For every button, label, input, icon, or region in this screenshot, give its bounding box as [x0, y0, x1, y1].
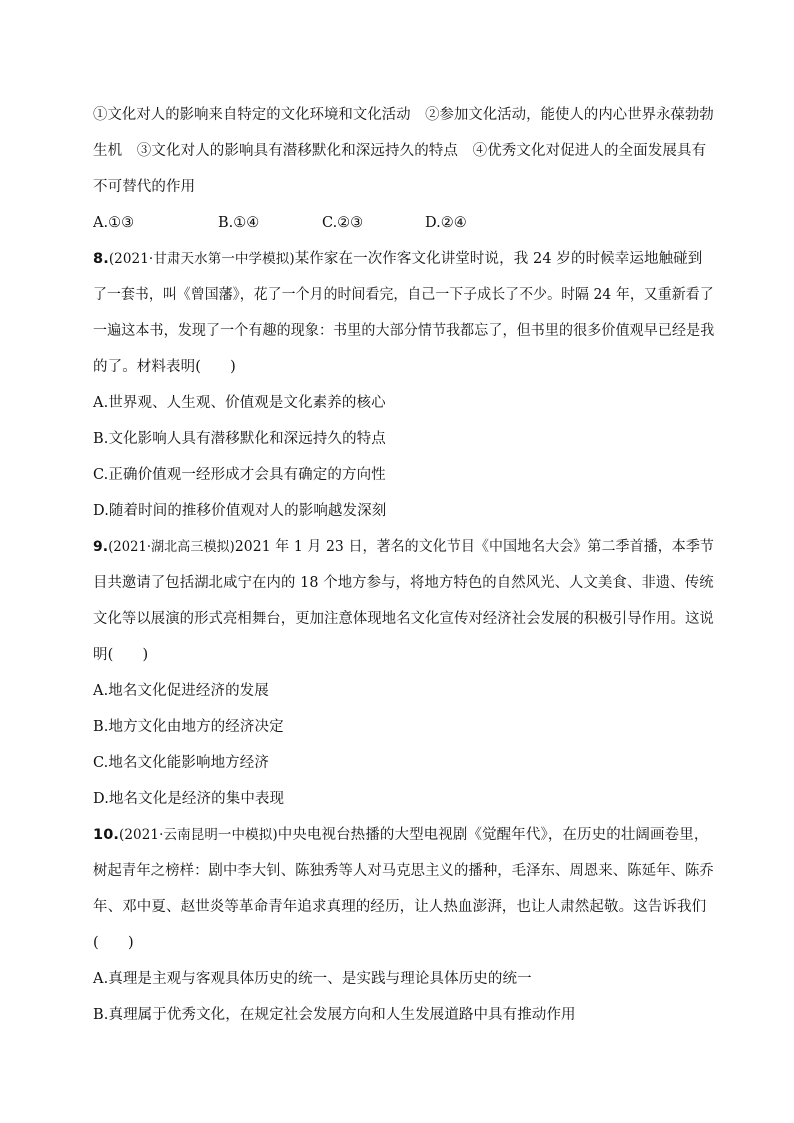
q10-stem-line-4: ( ): [93, 935, 134, 951]
q7-choice-c: C.②③: [322, 215, 364, 231]
q9-source: (2021·湖北高三模拟): [108, 539, 235, 555]
q9-option-c: C.地名文化能影响地方经济: [93, 755, 269, 771]
q9-option-b: B.地方文化由地方的经济决定: [93, 719, 284, 735]
q7-statement-line-2: 生机 ③文化对人的影响具有潜移默化和深远持久的特点 ④优秀文化对促进人的全面发展具有: [93, 143, 707, 159]
q10-stem-line-1: [93, 825, 708, 845]
q9-number: 9.: [93, 539, 109, 555]
q8-source: (2021·甘肃天水第一中学模拟): [108, 251, 295, 267]
q8-option-d: D.随着时间的推移价值观对人的影响越发深刻: [93, 503, 387, 519]
q9-stem-line-1: [93, 537, 714, 557]
q7-statement-line-1: ①文化对人的影响来自特定的文化环境和文化活动 ②参加文化活动，能使人的内心世界永葆勃勃: [93, 107, 714, 123]
q8-number: 8.: [93, 251, 109, 267]
q9-option-d: D.地名文化是经济的集中表现: [93, 791, 285, 807]
q10-number: 10.: [93, 827, 119, 843]
q9-stem-line-3: 文化等以展演的形式亮相舞台，更加注意体现地名文化宣传对经济社会发展的积极引导作用。这说: [93, 611, 714, 627]
q8-option-a: A.世界观、人生观、价值观是文化素养的核心: [93, 395, 386, 411]
q10-stem-text-1: 中央电视台热播的大型电视剧《觉醒年代》，在历史的壮阔画卷里，: [277, 827, 709, 843]
q9-stem-text-1: 2021 年 1 月 23 日，著名的文化节目《中国地名大会》第二季首播，本季节: [234, 539, 714, 555]
q10-stem-line-2: 树起青年之榜样：剧中李大钊、陈独秀等人对马克思主义的播种，毛泽东、周恩来、陈延年、陈乔: [93, 863, 714, 879]
q10-option-b: B.真理属于优秀文化，在规定社会发展方向和人生发展道路中具有推动作用: [93, 1007, 576, 1023]
q8-stem-line-1: [93, 249, 702, 269]
q9-stem-line-2: 目共邀请了包括湖北咸宁在内的 18 个地方参与，将地方特色的自然风光、人文美食、非遗、传统: [93, 575, 714, 591]
q9-option-a: A.地名文化促进经济的发展: [93, 683, 269, 699]
q10-stem-line-3: 年、邓中夏、赵世炎等革命青年追求真理的经历，让人热血澎湃，也让人肃然起敬。这告诉我们: [93, 899, 707, 915]
q8-stem-line-2: 了一套书，叫《曾国藩》，花了一个月的时间看完，自己一下子成长了不少。时隔 24 年，又重新看了: [93, 287, 714, 303]
q7-choice-b: B.①④: [218, 215, 260, 231]
q8-option-c: C.正确价值观一经形成才会具有确定的方向性: [93, 467, 386, 483]
q10-option-a: A.真理是主观与客观具体历史的统一、是实践与理论具体历史的统一: [93, 971, 532, 987]
q8-option-b: B.文化影响人具有潜移默化和深远持久的特点: [93, 431, 386, 447]
q8-stem-text-1: 某作家在一次作客文化讲堂时说，我 24 岁的时候幸运地触碰到: [294, 251, 703, 267]
q7-statement-line-3: 不可替代的作用: [93, 179, 196, 195]
q8-stem-line-4: 的了。材料表明( ): [93, 359, 236, 375]
q8-stem-line-3: 一遍这本书，发现了一个有趣的现象：书里的大部分情节我都忘了，但书里的很多价值观早已经是我: [93, 323, 715, 339]
q7-choice-d: D.②④: [425, 215, 467, 231]
q7-choice-a: A.①③: [93, 215, 135, 231]
q9-stem-line-4: 明( ): [93, 647, 149, 663]
q10-source: (2021·云南昆明一中模拟): [119, 827, 278, 843]
